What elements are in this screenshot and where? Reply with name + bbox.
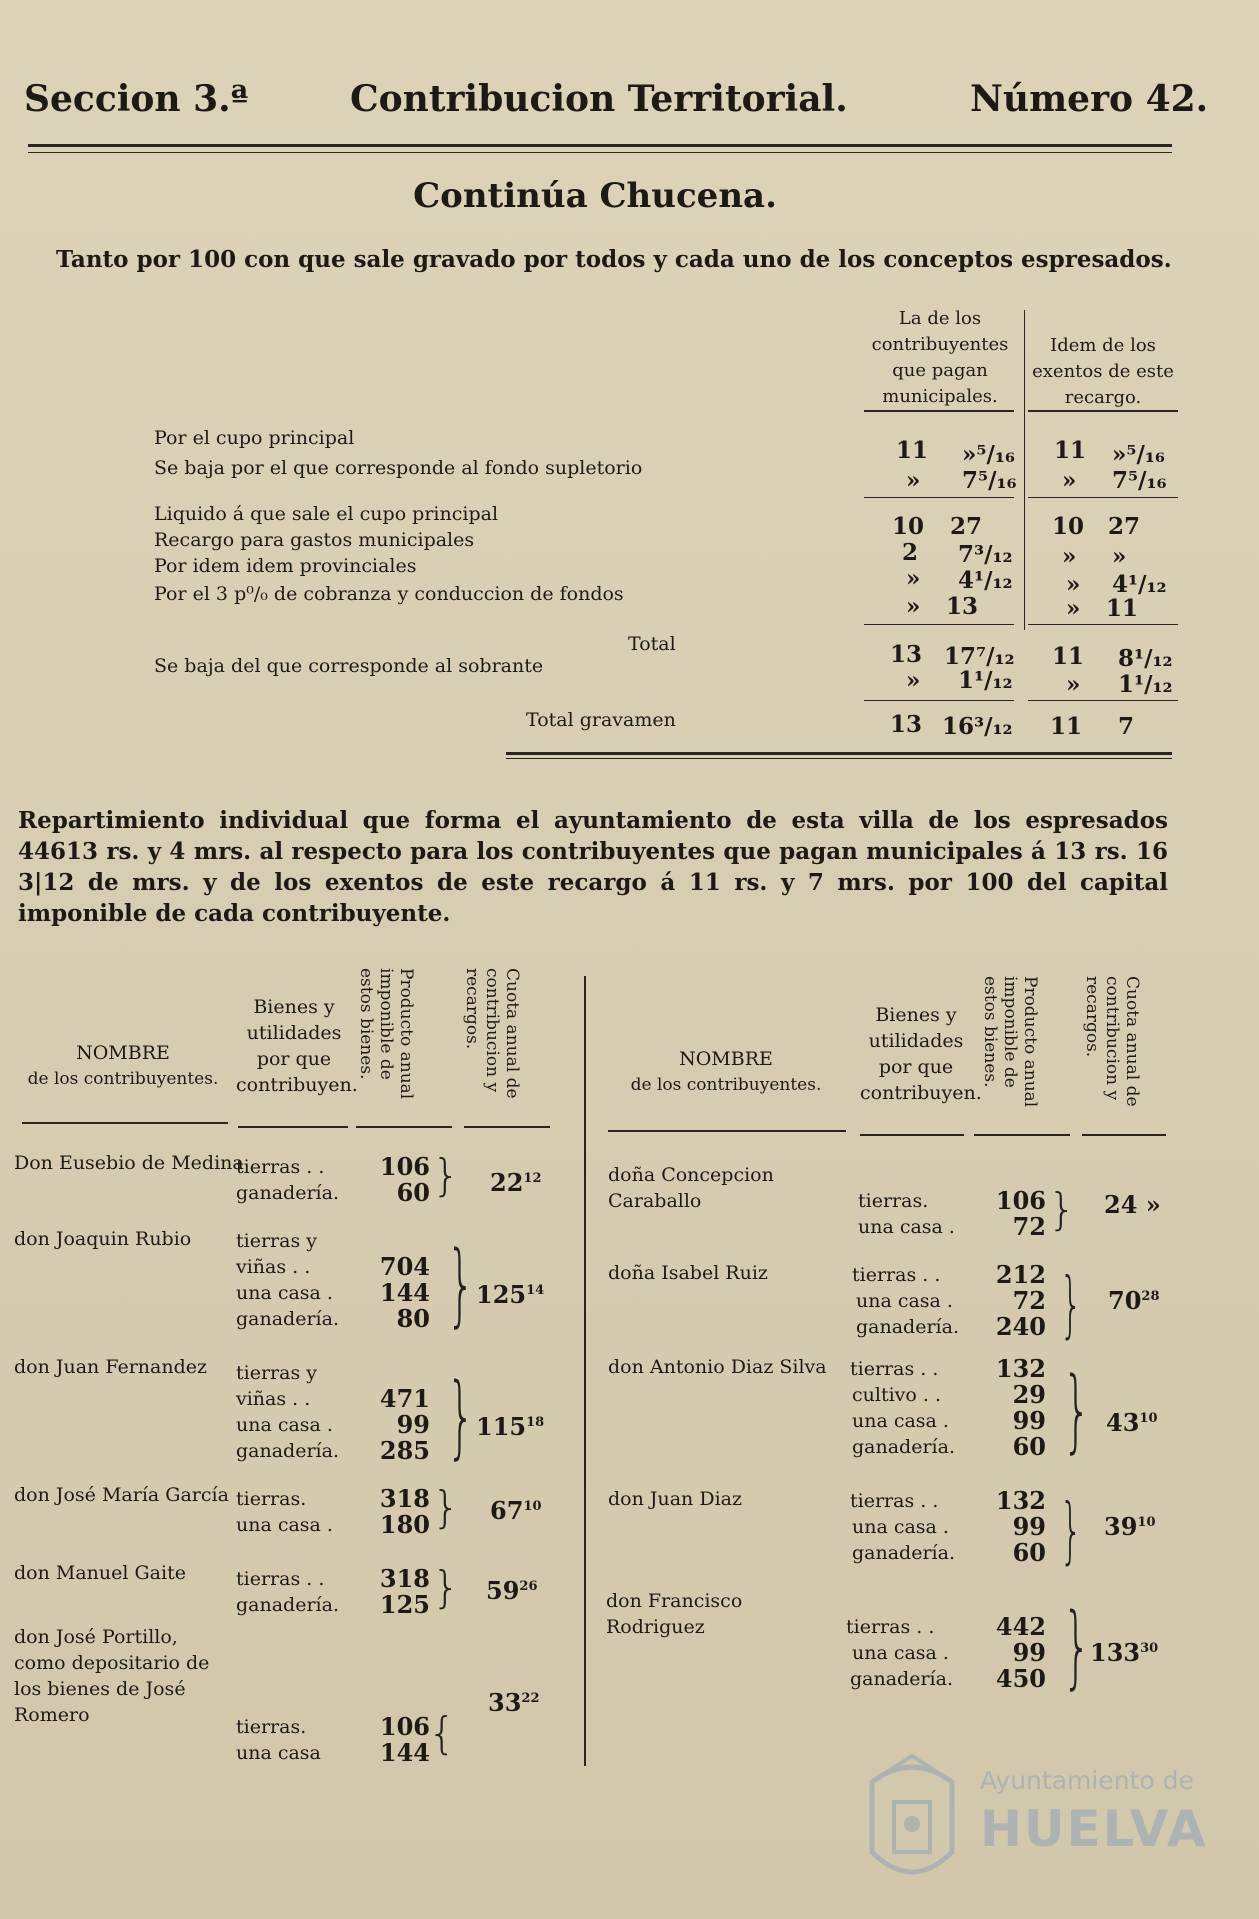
entry-item: una casa (236, 1742, 321, 1764)
brace: } (446, 1364, 475, 1469)
entry-value: 99 (396, 1410, 430, 1439)
entry-value: 212 (995, 1260, 1046, 1289)
row-value: 7⁵/₁₆ (962, 467, 1017, 494)
header-titulo: Contribucion Territorial. (350, 78, 848, 120)
entry-cuota (490, 1168, 542, 1197)
cuota-sup: 12 (523, 1171, 542, 1186)
entry-value: 144 (379, 1738, 430, 1767)
th-bienes-right: Bienes y utilidades por que contribuyen. (860, 1004, 982, 1104)
cuota-sup: 18 (526, 1415, 545, 1430)
entry-item: ganadería. (856, 1316, 959, 1338)
th-nombre-left (18, 1040, 228, 1092)
cuota-sup: 30 (1140, 1641, 1159, 1656)
entry-value: 72 (1012, 1286, 1046, 1315)
entry-cuota (476, 1280, 544, 1309)
brace: } (1048, 1184, 1076, 1235)
entry-value: 240 (995, 1312, 1046, 1341)
entry-cuota (476, 1412, 544, 1441)
entry-name: Don Eusebio de Medina (14, 1152, 244, 1174)
entry-value: 72 (1012, 1212, 1046, 1241)
col-head-municipales: La de los contribuyentes que pagan municipales. (871, 308, 1009, 407)
row-value: » (1066, 671, 1081, 698)
row-value: 4¹/₁₂ (1112, 571, 1167, 598)
section-subtitle: Tanto por 100 con que sale gravado por todos y cada uno de los conceptos espresados. (56, 246, 1172, 273)
row-label: Por el cupo principal (154, 427, 355, 449)
entry-cuota (1104, 1190, 1161, 1219)
entry-cuota (486, 1576, 538, 1605)
entry-item: ganadería. (236, 1308, 339, 1330)
double-rule (506, 752, 1172, 755)
row-value: 4¹/₁₂ (958, 567, 1013, 594)
entry-item: una casa . (852, 1516, 949, 1538)
th-nombre-label: NOMBRE (679, 1048, 773, 1070)
col-rule-b (1028, 410, 1178, 412)
row-value: »⁵/₁₆ (1112, 441, 1165, 468)
entry-item: ganadería. (236, 1440, 339, 1462)
entry-item: viñas . . (236, 1256, 311, 1278)
entry-name: don José Portillo, como depositario de los bienes de José Romero (14, 1626, 210, 1726)
row-value: » (906, 667, 921, 694)
entry-item: tierras. (236, 1488, 307, 1510)
th-bienes-left: Bienes y utilidades por que contribuyen. (236, 996, 358, 1096)
cuota-value: 133 (1090, 1638, 1141, 1667)
th-rule (974, 1134, 1070, 1136)
cuota-sup: 10 (1139, 1411, 1158, 1426)
entry-cuota (1104, 1512, 1156, 1541)
cuota-sup: 22 (521, 1691, 540, 1706)
row-value: » (1066, 571, 1081, 598)
entry-cuota (490, 1496, 542, 1525)
entry-item: una casa . (852, 1410, 949, 1432)
th-cuota-right: Cuota anual de contribucion y recargos. (1082, 976, 1142, 1107)
th-cuota-left: Cuota anual de contribucion y recargos. (462, 968, 522, 1099)
sum-rule (864, 700, 1014, 701)
brace: } (446, 1232, 475, 1337)
row-value: 11 (1106, 595, 1139, 622)
row-label: Total (628, 633, 676, 655)
row-value: » (906, 565, 921, 592)
row-value: 16³/₁₂ (942, 713, 1013, 740)
row-label: Se baja del que corresponde al sobrante (154, 655, 544, 677)
entry-item: una casa . (858, 1216, 955, 1238)
entry-value: 144 (379, 1278, 430, 1307)
entry-item: tierras y (236, 1362, 317, 1384)
col-rule-a (864, 410, 1014, 412)
entry-item: ganadería. (236, 1594, 339, 1616)
entry-name: don Juan Diaz (608, 1488, 742, 1510)
repartimiento-paragraph: Repartimiento individual que forma el ayuntamiento de esta villa de los espresados 44613 rs. y 4 mrs. al respecto para los contribuyentes que pagan municipales á 13 rs. 16 3|12 de mrs. y de los exentos de este recargo á 11 rs. y 7 mrs. por 100 del capital imponible de cada contribuyente. (18, 807, 1168, 927)
entry-item: cultivo . . (852, 1384, 941, 1406)
watermark-line1: Ayuntamiento de (980, 1766, 1194, 1795)
watermark-logo (852, 1742, 1208, 1902)
entry-value: 285 (379, 1436, 430, 1465)
entry-value: 106 (379, 1712, 430, 1741)
sum-rule (864, 497, 1014, 498)
cuota-value: 70 (1108, 1286, 1142, 1315)
entry-item: una casa . (852, 1642, 949, 1664)
brace: } (432, 1562, 460, 1613)
row-label: Se baja por el que corresponde al fondo supletorio (154, 457, 643, 479)
brace: } (432, 1482, 460, 1533)
entry-item: tierras y (236, 1230, 317, 1252)
entry-cuota (1108, 1286, 1160, 1315)
crest-icon (852, 1742, 972, 1902)
row-label: Recargo para gastos municipales (154, 529, 475, 551)
cuota-sup: 10 (523, 1499, 542, 1514)
cuota-value: 59 (486, 1576, 520, 1605)
row-value: » (1062, 543, 1077, 570)
sum-rule (1028, 624, 1178, 625)
entry-name: don Manuel Gaite (14, 1562, 186, 1584)
header-seccion: Seccion 3.ª (24, 78, 249, 120)
row-value: 27 (1108, 513, 1141, 540)
entry-item: tierras . . (850, 1490, 939, 1512)
row-value: 1¹/₁₂ (958, 667, 1013, 694)
entry-value: 80 (396, 1304, 430, 1333)
entry-item: una casa . (236, 1282, 333, 1304)
th-nombre-sub: de los contribuyentes. (630, 1075, 822, 1095)
row-value: »⁵/₁₆ (962, 441, 1015, 468)
row-label: Liquido á que sale el cupo principal (154, 503, 499, 525)
entry-name: don José María García (14, 1484, 229, 1506)
row-value: 10 (1052, 513, 1085, 540)
brace: { (428, 1708, 456, 1759)
th-rule (22, 1122, 228, 1124)
header-rule-thin (28, 152, 1172, 153)
row-label: Total gravamen (526, 709, 676, 731)
row-value: » (1066, 595, 1081, 622)
entry-value: 318 (379, 1484, 430, 1513)
th-nombre-sub: de los contribuyentes. (27, 1069, 219, 1089)
entry-value: 29 (1012, 1380, 1046, 1409)
entry-name: don Antonio Diaz Silva (608, 1356, 827, 1378)
row-value: 13 (890, 711, 923, 738)
entry-item: tierras . . (236, 1156, 325, 1178)
col-divider (1024, 310, 1025, 630)
cuota-sup: 10 (1137, 1515, 1156, 1530)
entry-value: 132 (995, 1354, 1046, 1383)
entry-name: doña Concepcion Caraballo (608, 1164, 774, 1212)
row-value: 7⁵/₁₆ (1112, 467, 1167, 494)
entry-item: ganadería. (852, 1436, 955, 1458)
cuota-sup: 28 (1141, 1289, 1160, 1304)
entry-name: doña Isabel Ruiz (608, 1262, 768, 1284)
brace: } (1059, 1262, 1083, 1346)
cuota-value: 22 (490, 1168, 524, 1197)
th-producto-left: Producto anual imponible de estos bienes. (356, 968, 416, 1100)
cuota-value: 33 (488, 1688, 522, 1717)
entry-value: 125 (379, 1590, 430, 1619)
row-value: 7 (1118, 713, 1135, 740)
row-value: 11 (1050, 713, 1083, 740)
entry-cuota (488, 1688, 540, 1717)
row-value: » (1062, 467, 1077, 494)
cuota-value: 67 (490, 1496, 524, 1525)
entry-item: una casa . (236, 1414, 333, 1436)
row-value: » (906, 593, 921, 620)
entry-value: 180 (379, 1510, 430, 1539)
cuota-sup: » (1145, 1190, 1161, 1219)
entry-item: viñas . . (236, 1388, 311, 1410)
row-value: 17⁷/₁₂ (944, 643, 1015, 670)
entry-item: una casa . (236, 1514, 333, 1536)
row-value: 13 (946, 593, 979, 620)
row-value: » (1112, 543, 1127, 570)
entry-item: tierras. (858, 1190, 929, 1212)
row-label: Por idem idem provinciales (154, 555, 417, 577)
entry-item: ganadería. (852, 1542, 955, 1564)
sum-rule (864, 624, 1014, 625)
cuota-sup: 14 (526, 1283, 545, 1298)
th-rule (356, 1126, 452, 1128)
th-rule (238, 1126, 348, 1128)
table-divider (584, 976, 586, 1766)
row-label: Por el 3 p⁰/₀ de cobranza y conduccion de fondos (154, 583, 624, 605)
entry-name: don Francisco Rodriguez (606, 1590, 743, 1638)
entry-item: tierras . . (236, 1568, 325, 1590)
brace: } (1062, 1358, 1091, 1463)
section-title: Continúa Chucena. (413, 176, 777, 216)
entry-value: 106 (379, 1152, 430, 1181)
th-nombre-label: NOMBRE (76, 1042, 170, 1064)
th-rule (860, 1134, 964, 1136)
th-rule (608, 1130, 846, 1132)
double-rule-thin (506, 758, 1172, 759)
th-rule (464, 1126, 550, 1128)
entry-item: ganadería. (236, 1182, 339, 1204)
entry-item: tierras . . (852, 1264, 941, 1286)
entry-value: 99 (1012, 1638, 1046, 1667)
entry-value: 471 (379, 1384, 430, 1413)
entry-value: 60 (1012, 1538, 1046, 1567)
brace: } (1062, 1594, 1091, 1699)
entry-value: 132 (995, 1486, 1046, 1515)
entry-item: tierras . . (846, 1616, 935, 1638)
row-value: 8¹/₁₂ (1118, 645, 1173, 672)
entry-name: don Juan Fernandez (14, 1356, 208, 1378)
row-value: 11 (896, 437, 929, 464)
row-value: 11 (1054, 437, 1087, 464)
entry-value: 106 (995, 1186, 1046, 1215)
th-rule (1082, 1134, 1166, 1136)
row-value: 27 (950, 513, 983, 540)
entry-cuota (1106, 1408, 1158, 1437)
header-numero: Número 42. (970, 78, 1209, 120)
entry-item: ganadería. (850, 1668, 953, 1690)
col-head-exentos: Idem de los exentos de este recargo. (1032, 335, 1174, 408)
cuota-value: 39 (1104, 1512, 1138, 1541)
row-value: 1¹/₁₂ (1118, 671, 1173, 698)
sum-rule (1028, 497, 1178, 498)
header-rule (28, 144, 1172, 147)
entry-value: 60 (1012, 1432, 1046, 1461)
entry-value: 99 (1012, 1512, 1046, 1541)
th-producto-right: Producto anual imponible de estos bienes. (980, 976, 1040, 1108)
entry-value: 60 (396, 1178, 430, 1207)
watermark-line2: HUELVA (980, 1800, 1208, 1858)
entry-value: 99 (1012, 1406, 1046, 1435)
row-value: 10 (892, 513, 925, 540)
row-value: 7³/₁₂ (958, 541, 1013, 568)
entry-item: una casa . (856, 1290, 953, 1312)
cuota-value: 115 (476, 1412, 527, 1441)
brace: } (432, 1150, 460, 1201)
th-nombre-right (606, 1046, 846, 1098)
row-value: 2 (902, 539, 919, 566)
entry-value: 442 (995, 1612, 1046, 1641)
cuota-value: 125 (476, 1280, 527, 1309)
cuota-value: 24 (1104, 1190, 1138, 1219)
row-value: » (906, 467, 921, 494)
cuota-sup: 26 (519, 1579, 538, 1594)
row-value: 13 (890, 641, 923, 668)
entry-item: tierras . . (850, 1358, 939, 1380)
sum-rule (1028, 700, 1178, 701)
row-value: 11 (1052, 643, 1085, 670)
entry-value: 704 (379, 1252, 430, 1281)
entry-item: tierras. (236, 1716, 307, 1738)
brace: } (1059, 1488, 1083, 1572)
entry-value: 450 (995, 1664, 1046, 1693)
entry-cuota (1090, 1638, 1158, 1667)
entry-name: don Joaquin Rubio (14, 1228, 192, 1250)
cuota-value: 43 (1106, 1408, 1140, 1437)
entry-value: 318 (379, 1564, 430, 1593)
